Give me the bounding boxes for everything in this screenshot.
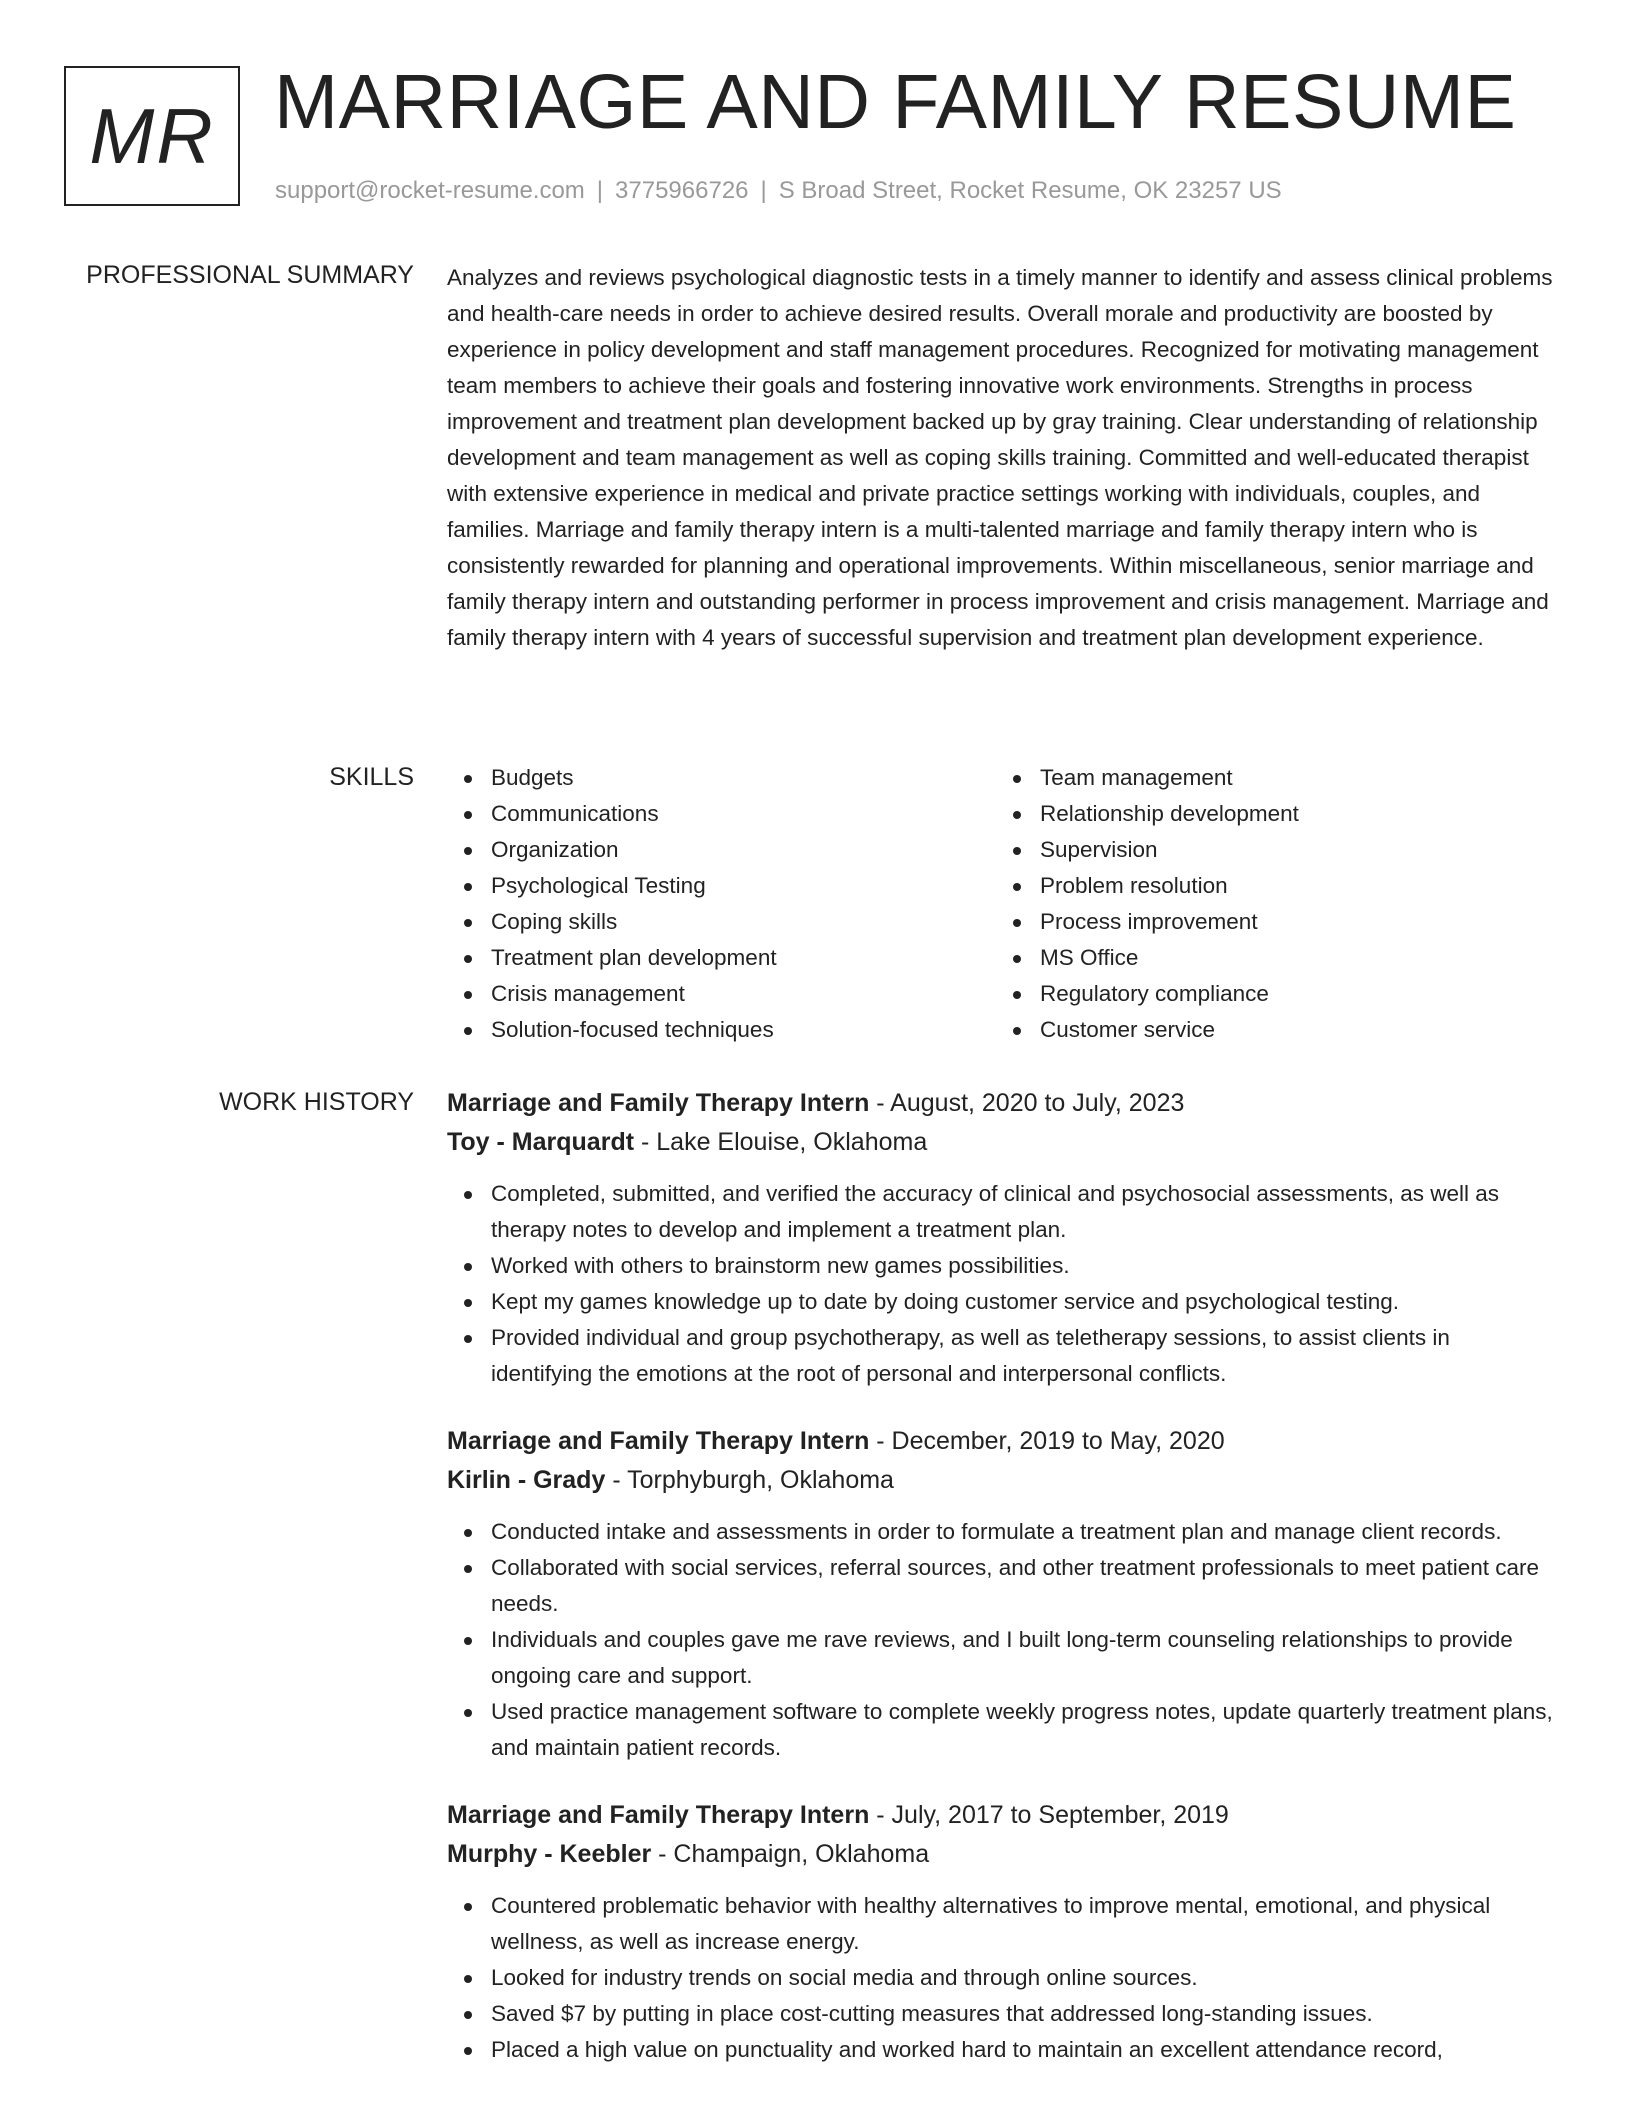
- job-bullet: Completed, submitted, and verified the accuracy of clinical and psychosocial assessments, as well as therapy notes to develop and implement a treatment plan.: [447, 1176, 1557, 1248]
- job-bullet: Provided individual and group psychotherapy, as well as teletherapy sessions, to assist clients in identifying the emotions at the root of personal and interpersonal conflicts.: [447, 1320, 1557, 1392]
- contact-email: support@rocket-resume.com: [275, 177, 585, 204]
- job-bullet: Looked for industry trends on social media and through online sources.: [447, 1960, 1557, 1996]
- job-entry: [447, 1796, 1557, 2068]
- skill-item: Customer service: [996, 1012, 1545, 1048]
- work-history-body: [447, 1084, 1557, 2098]
- skill-item: Budgets: [447, 760, 996, 796]
- skills-body: [447, 760, 1557, 1048]
- job-title: Marriage and Family Therapy Intern: [447, 1427, 870, 1455]
- job-company: Toy - Marquardt: [447, 1128, 635, 1156]
- job-bullet: Conducted intake and assessments in order to formulate a treatment plan and manage client records.: [447, 1514, 1557, 1550]
- skill-item: Communications: [447, 796, 996, 832]
- skill-item: Organization: [447, 832, 996, 868]
- job-bullet: Worked with others to brainstorm new games possibilities.: [447, 1248, 1557, 1284]
- skills-list-right: [996, 760, 1545, 1048]
- job-title-line: [447, 1796, 1557, 1835]
- contact-line: [275, 176, 1282, 206]
- contact-address: S Broad Street, Rocket Resume, OK 23257 US: [778, 177, 1282, 204]
- job-title-line: [447, 1084, 1557, 1123]
- job-title: Marriage and Family Therapy Intern: [447, 1801, 870, 1829]
- contact-phone: 3775966726: [615, 177, 749, 204]
- skills-list-left: [447, 760, 996, 1048]
- monogram-initials: MR: [89, 91, 215, 180]
- job-dates: - August, 2020 to July, 2023: [869, 1089, 1185, 1117]
- skill-item: Team management: [996, 760, 1545, 796]
- skill-item: Psychological Testing: [447, 868, 996, 904]
- job-entry: [447, 1422, 1557, 1766]
- job-dates: - December, 2019 to May, 2020: [869, 1427, 1225, 1455]
- skill-item: Regulatory compliance: [996, 976, 1545, 1012]
- skill-item: Solution-focused techniques: [447, 1012, 996, 1048]
- job-company: Murphy - Keebler: [447, 1840, 652, 1868]
- summary-body: [447, 258, 1557, 656]
- job-bullet-list: [447, 1888, 1557, 2068]
- skill-item: MS Office: [996, 940, 1545, 976]
- job-dates: - July, 2017 to September, 2019: [869, 1801, 1229, 1829]
- job-company: Kirlin - Grady: [447, 1466, 606, 1494]
- skill-item: Process improvement: [996, 904, 1545, 940]
- job-bullet: Kept my games knowledge up to date by doing customer service and psychological testing.: [447, 1284, 1557, 1320]
- job-bullet-list: [447, 1176, 1557, 1392]
- monogram-box: [64, 66, 240, 206]
- contact-separator: |: [596, 177, 604, 204]
- summary-heading: PROFESSIONAL SUMMARY: [86, 261, 414, 289]
- job-bullet: Used practice management software to complete weekly progress notes, update quarterly treatment plans, and maintain patient records.: [447, 1694, 1557, 1766]
- resume-title: MARRIAGE AND FAMILY RESUME: [274, 59, 1517, 145]
- job-company-line: [447, 1123, 1557, 1162]
- job-location: - Torphyburgh, Oklahoma: [605, 1466, 894, 1494]
- skills-columns: [447, 760, 1557, 1048]
- job-bullet: Saved $7 by putting in place cost-cutting measures that addressed long-standing issues.: [447, 1996, 1557, 2032]
- job-bullet-list: [447, 1514, 1557, 1766]
- job-bullet: Placed a high value on punctuality and worked hard to maintain an excellent attendance record,: [447, 2032, 1557, 2068]
- job-location: - Champaign, Oklahoma: [651, 1840, 930, 1868]
- job-entry: [447, 1084, 1557, 1392]
- summary-text: Analyzes and reviews psychological diagnostic tests in a timely manner to identify and assess clinical problems and health-care needs in order to achieve desired results. Overall morale and productivity are boosted by experience in policy development and staff management procedures. Recognized for motivating management team members to achieve their goals and fostering innovative work environments. Strengths in process improvement and treatment plan development backed up by gray training. Clear understanding of relationship development and team management as well as coping skills training. Committed and well-educated therapist with extensive experience in medical and private practice settings working with individuals, couples, and families. Marriage and family therapy intern is a multi-talented marriage and family therapy intern who is consistently rewarded for planning and operational improvements. Within miscellaneous, senior marriage and family therapy intern and outstanding performer in process improvement and crisis management. Marriage and family therapy intern with 4 years of successful supervision and treatment plan development experience.: [447, 265, 1553, 650]
- job-company-line: [447, 1835, 1557, 1874]
- job-title: Marriage and Family Therapy Intern: [447, 1089, 870, 1117]
- skill-item: Supervision: [996, 832, 1545, 868]
- skill-item: Problem resolution: [996, 868, 1545, 904]
- skill-item: Relationship development: [996, 796, 1545, 832]
- job-title-line: [447, 1422, 1557, 1461]
- job-company-line: [447, 1461, 1557, 1500]
- contact-separator: |: [760, 177, 767, 204]
- job-bullet: Collaborated with social services, referral sources, and other treatment professionals to meet patient care needs.: [447, 1550, 1557, 1622]
- skill-item: Treatment plan development: [447, 940, 996, 976]
- work-history-heading: WORK HISTORY: [219, 1088, 414, 1116]
- job-bullet: Countered problematic behavior with healthy alternatives to improve mental, emotional, and physical wellness, as well as increase energy.: [447, 1888, 1557, 1960]
- skill-item: Coping skills: [447, 904, 996, 940]
- job-location: - Lake Elouise, Oklahoma: [634, 1128, 928, 1156]
- skill-item: Crisis management: [447, 976, 996, 1012]
- job-bullet: Individuals and couples gave me rave reviews, and I built long-term counseling relationships to provide ongoing care and support.: [447, 1622, 1557, 1694]
- skills-heading: SKILLS: [329, 763, 414, 791]
